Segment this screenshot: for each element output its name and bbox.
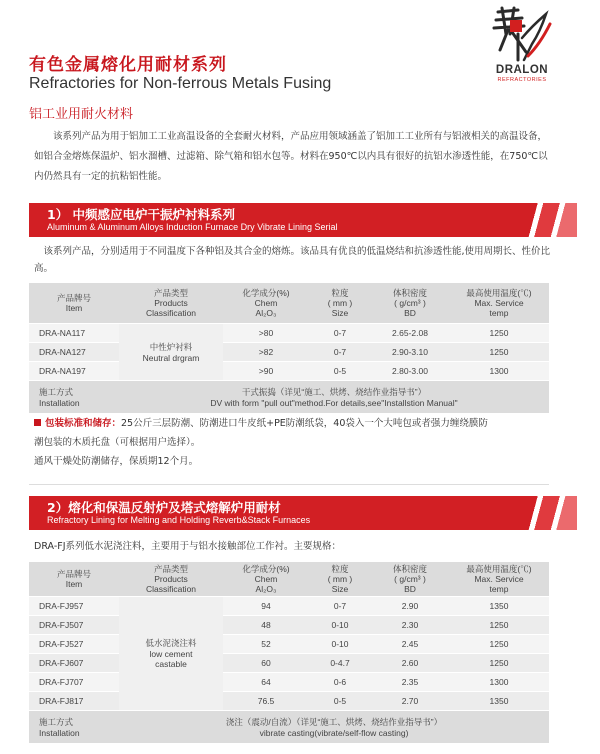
intro-paragraph: 该系列产品为用于铝加工工业高温设备的全套耐火材料，产品应用领域涵盖了铝加工工业所有与铝液相关的高温设备，如铝合金熔炼保温炉、铝水溜槽、过滤箱、除气箱和铝水包等。材料在950℃以内具有很好的抗铝水渗透性能，在750℃以内仍然具有一定的抗粘铝性能。 xyxy=(34,131,548,182)
header-stripe-decoration xyxy=(517,496,577,530)
brand-name: DRALON xyxy=(495,64,549,76)
page-title-cn: 有色金属熔化用耐材系列 xyxy=(29,55,227,75)
col-temp: 最高使用温度(℃) Max. Service temp xyxy=(449,283,549,323)
section2-description: DRA-FJ系列低水泥浇注料，主要用于与铝水接触部位工作衬。主要规格： xyxy=(34,541,342,552)
table-header-row xyxy=(29,283,549,323)
table-row: DRA-FJ707 64 0-6 2.35 1300 xyxy=(29,672,549,691)
table-row: DRA-NA127 >82 0-7 2.90-3.10 1250 xyxy=(29,342,549,361)
table-header-row: 产品牌号 Item 产品类型 Products Classification 化学成分(%) Chem Al₂O₃ 粒度 ( mm ) Size 体积密度 ( g/cm³ ) BD 最高使用温度(℃) Max. Service temp xyxy=(29,562,549,596)
page-subtitle: 铝工业用耐火材料 xyxy=(29,107,134,122)
section2-header xyxy=(29,496,549,530)
col-classification: 产品类型 Products Classification xyxy=(119,283,223,323)
installation-text: 浇注（震动/自流）（详见“施工、烘烤、烧结作业指导书”） vibrate casting(vibrate/self-flow casting) xyxy=(119,710,549,743)
section1-title-cn: 1） 中频感应电炉干振炉衬料系列 xyxy=(47,207,236,222)
table-row: DRA-NA117 中性炉衬料 Neutral drgram >80 0-7 2.65-2.08 1250 xyxy=(29,323,549,342)
table-row: DRA-FJ527 52 0-10 2.45 1250 xyxy=(29,634,549,653)
col-size: 粒度 ( mm ) Size xyxy=(309,283,371,323)
section1-title-en: Aluminum & Aluminum Alloys Induction Furnace Dry Vibrate Lining Serial xyxy=(47,222,338,232)
divider xyxy=(29,484,549,485)
classification-cell: 中性炉衬料 Neutral drgram xyxy=(119,323,223,380)
brand-subtitle: REFRACTORIES xyxy=(497,77,547,83)
section1-header xyxy=(29,203,549,237)
section1-spec-table xyxy=(29,283,549,414)
installation-label: 施工方式 Installation xyxy=(29,380,119,413)
col-bd: 体积密度 ( g/cm³ ) BD xyxy=(371,283,449,323)
col-chem: 化学成分(%) Chem Al₂O₃ xyxy=(223,283,309,323)
installation-label: 施工方式 Installation xyxy=(29,710,119,743)
brush-calligraphy-icon xyxy=(488,4,552,68)
col-item: 产品牌号 Item xyxy=(29,283,119,323)
installation-row xyxy=(29,710,549,743)
section2-spec-table xyxy=(29,562,549,744)
installation-row xyxy=(29,380,549,413)
seal-stamp xyxy=(510,20,522,32)
installation-text: 干式振捣（详见“施工、烘烤、烧结作业指导书”） DV with form "pull out"method.For details,see"Installstion Manual" xyxy=(119,380,549,413)
table-row: DRA-FJ607 60 0-4.7 2.60 1250 xyxy=(29,653,549,672)
page-title-en: Refractories for Non-ferrous Metals Fusing xyxy=(29,75,332,92)
header-stripe-decoration xyxy=(517,203,577,237)
brand-logo xyxy=(482,4,562,104)
classification-cell: 低水泥浇注料 low cement castable xyxy=(119,596,223,710)
section1-description: 该系列产品，分别适用于不同温度下各种铝及其合金的熔炼。该品具有优良的低温烧结和抗渗透性能,使用周期长、性价比高。 xyxy=(34,246,551,274)
packing-label: 包装标准和储存： xyxy=(45,418,122,429)
section2-title-cn: 2）熔化和保温反射炉及塔式熔解炉用耐材 xyxy=(47,500,281,515)
table-row: DRA-FJ957 低水泥浇注料 low cement castable 94 0-7 2.90 1350 xyxy=(29,596,549,615)
bullet-square-icon xyxy=(34,419,41,426)
table-row: DRA-NA197 >90 0-5 2.80-3.00 1300 xyxy=(29,361,549,380)
section2-title-en: Refractory Lining for Melting and Holding Reverb&Stack Furnaces xyxy=(47,515,311,525)
table-row: DRA-FJ817 76.5 0-5 2.70 1350 xyxy=(29,691,549,710)
packing-info: 包装标准和储存：25公斤三层防潮、防潮进口牛皮纸+PE防潮纸袋，40袋入一个大吨包或者强力缠绕膜防 潮包装的木质托盘（可根据用户选择）。 通风干燥处防潮储存，保质期12个月。 xyxy=(34,418,488,467)
table-row: DRA-FJ507 48 0-10 2.30 1250 xyxy=(29,615,549,634)
